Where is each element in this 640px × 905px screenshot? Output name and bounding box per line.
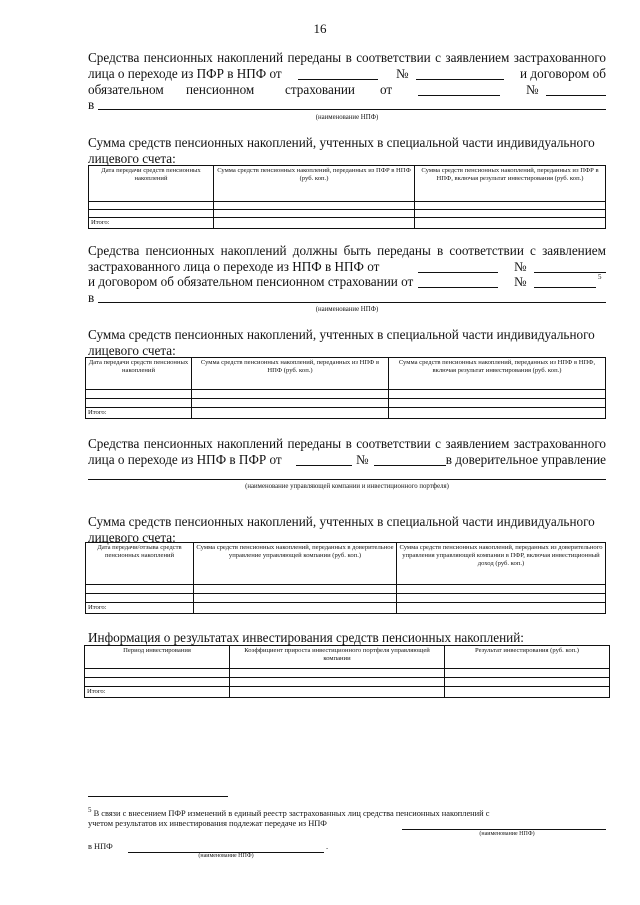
word: застрахованного xyxy=(513,436,606,451)
table-row xyxy=(86,594,606,603)
table4-heading: Информация о результатах инвестирования средств пенсионных накоплений: xyxy=(88,630,524,645)
number-field-underline[interactable] xyxy=(374,465,446,466)
date-field-underline[interactable] xyxy=(418,272,498,273)
table-total-row xyxy=(86,408,606,419)
word-from: от xyxy=(380,82,393,97)
footnote-divider xyxy=(88,796,228,797)
word: с xyxy=(435,436,441,451)
table2-heading xyxy=(88,327,606,342)
word: Средства xyxy=(88,50,140,65)
number-field-underline[interactable] xyxy=(534,272,606,273)
word-obligatory: обязательном xyxy=(88,82,164,97)
word: пенсионных xyxy=(143,50,213,65)
footnote-line2 xyxy=(88,818,608,832)
table4-col3-header: Результат инвестирования (руб. коп.) xyxy=(445,646,610,669)
word: переданы xyxy=(287,436,342,451)
word: заявлением xyxy=(445,50,510,65)
npf-source-underline[interactable] xyxy=(402,829,606,830)
word: соответствии xyxy=(449,243,524,258)
table2-col3-header: Сумма средств пенсионных накоплений, переданных из НПФ в НПФ, включая результат инвестирования (руб. коп.) xyxy=(389,358,606,390)
number-sign: № xyxy=(526,82,539,97)
total-label: Итого: xyxy=(86,603,194,614)
word-in: в xyxy=(88,97,95,112)
table-row xyxy=(86,390,606,399)
page-number: 16 xyxy=(313,21,327,36)
word: Средства xyxy=(88,436,140,451)
contract-date-underline[interactable] xyxy=(418,95,500,96)
number-field-underline[interactable] xyxy=(416,79,504,80)
table4 xyxy=(84,645,610,698)
word: застрахованного xyxy=(513,50,606,65)
word: должны xyxy=(292,243,338,258)
word: быть xyxy=(343,243,371,258)
word: пенсионных xyxy=(143,436,213,451)
npf-name-caption: (наименование НПФ) xyxy=(315,306,379,313)
table-total-row xyxy=(89,218,606,229)
section3-line2-text: лица о переходе из НПФ в ПФР от xyxy=(88,452,282,467)
table3-heading-line2: лицевого счета: xyxy=(88,530,176,545)
table-total-row xyxy=(86,603,606,614)
section2-line3-text: и договором об обязательном пенсионном страховании от xyxy=(88,274,414,289)
word: заявлением xyxy=(542,243,606,258)
section1-line4 xyxy=(88,97,606,113)
section2-line2-text: застрахованного лица о переходе из НПФ в НПФ от xyxy=(88,259,380,274)
section1-line1 xyxy=(88,50,606,66)
trust-management-text: в доверительное управление xyxy=(445,452,606,467)
word: переданы xyxy=(377,243,431,258)
section2-line1 xyxy=(88,243,606,259)
total-label: Итого: xyxy=(86,408,192,419)
table-row xyxy=(89,210,606,218)
table3-heading-text: Сумма средств пенсионных накоплений, учтенных в специальной части индивидуального xyxy=(88,514,595,529)
word-in: в xyxy=(88,290,95,305)
contract-number-underline[interactable] xyxy=(546,95,606,96)
footnote-period: . xyxy=(326,842,329,851)
footnote-line2-text: учетом результатов их инвестирования подлежат передаче из НПФ xyxy=(88,819,327,828)
table-row xyxy=(86,585,606,594)
table1-heading-line2: лицевого счета: xyxy=(88,151,176,166)
section1-line2-end: и договором об xyxy=(520,66,606,81)
word: накоплений xyxy=(217,50,284,65)
number-sign: № xyxy=(514,274,527,289)
table3-col1-header: Дата передачи/отзыва средств пенсионных накоплений xyxy=(86,543,194,585)
number-sign: № xyxy=(396,66,409,81)
contract-date-underline[interactable] xyxy=(418,287,498,288)
footnote-text: В связи с внесением ПФР изменений в единый реестр застрахованных лиц средства пенсионных накоплений с xyxy=(93,808,490,818)
section2-line4 xyxy=(88,290,606,306)
word: накоплений xyxy=(220,243,287,258)
section1-line2-text: лица о переходе из ПФР в НПФ от xyxy=(88,66,282,81)
table-total-row xyxy=(85,687,610,698)
date-field-underline[interactable] xyxy=(298,79,378,80)
management-company-underline[interactable] xyxy=(88,479,606,480)
word: в xyxy=(345,50,352,65)
table4-col2-header: Коэффициент прироста инвестиционного портфеля управляющей компании xyxy=(230,646,445,669)
number-sign: № xyxy=(514,259,527,274)
word: в xyxy=(345,436,352,451)
table2-heading-line2: лицевого счета: xyxy=(88,343,176,358)
npf-name-underline[interactable] xyxy=(98,109,606,110)
table1-col1-header: Дата передачи средств пенсионных накоплений xyxy=(89,166,214,202)
contract-number-underline[interactable] xyxy=(534,287,596,288)
section1-line3 xyxy=(88,82,606,98)
table-row xyxy=(85,678,610,687)
npf-name-caption: (наименование НПФ) xyxy=(315,114,379,121)
npf-name-underline[interactable] xyxy=(98,302,606,303)
table2-col2-header: Сумма средств пенсионных накоплений, переданных из НПФ в НПФ (руб. коп.) xyxy=(192,358,389,390)
table3-col2-header: Сумма средств пенсионных накоплений, переданных в доверительное управление управляющей компании (руб. коп.) xyxy=(194,543,397,585)
word: Средства xyxy=(88,243,140,258)
table2 xyxy=(85,357,606,419)
word: накоплений xyxy=(217,436,284,451)
section2-line2 xyxy=(88,259,606,275)
table2-col1-header: Дата передачи средств пенсионных накоплений xyxy=(86,358,192,390)
total-label: Итого: xyxy=(85,687,230,698)
word: с xyxy=(530,243,536,258)
table1 xyxy=(88,165,606,229)
footnote-marker: 5 xyxy=(88,806,92,814)
table1-heading xyxy=(88,135,606,150)
section1-line2 xyxy=(88,66,606,82)
table1-col3-header: Сумма средств пенсионных накоплений, переданных из ПФР в НПФ, включая результат инвестирования (руб. коп.) xyxy=(415,166,606,202)
section3-line2 xyxy=(88,452,606,468)
table-row xyxy=(89,202,606,210)
footnote-line3-text: в НПФ xyxy=(88,842,113,851)
table3-col3-header: Сумма средств пенсионных накоплений, переданных из доверительного управления управляющей компании в ПФР, включая инвестиционный доход (руб. коп.) xyxy=(397,543,606,585)
word: заявлением xyxy=(445,436,510,451)
table1-col2-header: Сумма средств пенсионных накоплений, переданных из ПФР в НПФ (руб. коп.) xyxy=(214,166,415,202)
table-row xyxy=(85,669,610,678)
table2-heading-text: Сумма средств пенсионных накоплений, учтенных в специальной части индивидуального xyxy=(88,327,595,342)
management-company-caption: (наименование управляющей компании и инвестиционного портфеля) xyxy=(245,483,449,490)
word: переданы xyxy=(287,50,342,65)
section2-line3 xyxy=(88,274,606,290)
table4-col1-header: Период инвестирования xyxy=(85,646,230,669)
word: соответствии xyxy=(356,436,431,451)
table-row xyxy=(86,399,606,408)
total-label: Итого: xyxy=(89,218,214,229)
date-field-underline[interactable] xyxy=(296,465,352,466)
word-insurance: страховании xyxy=(285,82,355,97)
section3-line1 xyxy=(88,436,606,452)
npf-source-caption: (наименование НПФ) xyxy=(479,831,535,837)
word: в xyxy=(436,243,444,258)
word: соответствии xyxy=(356,50,431,65)
word: с xyxy=(435,50,441,65)
number-sign: № xyxy=(356,452,369,467)
npf-target-caption: (наименование НПФ) xyxy=(198,853,254,859)
table1-heading-text: Сумма средств пенсионных накоплений, учтенных в специальной части индивидуального xyxy=(88,135,595,150)
word: пенсионных xyxy=(145,243,215,258)
word-pension: пенсионном xyxy=(186,82,255,97)
table3 xyxy=(85,542,606,614)
table3-heading xyxy=(88,514,606,529)
footnote-ref[interactable]: 5 xyxy=(598,273,602,281)
